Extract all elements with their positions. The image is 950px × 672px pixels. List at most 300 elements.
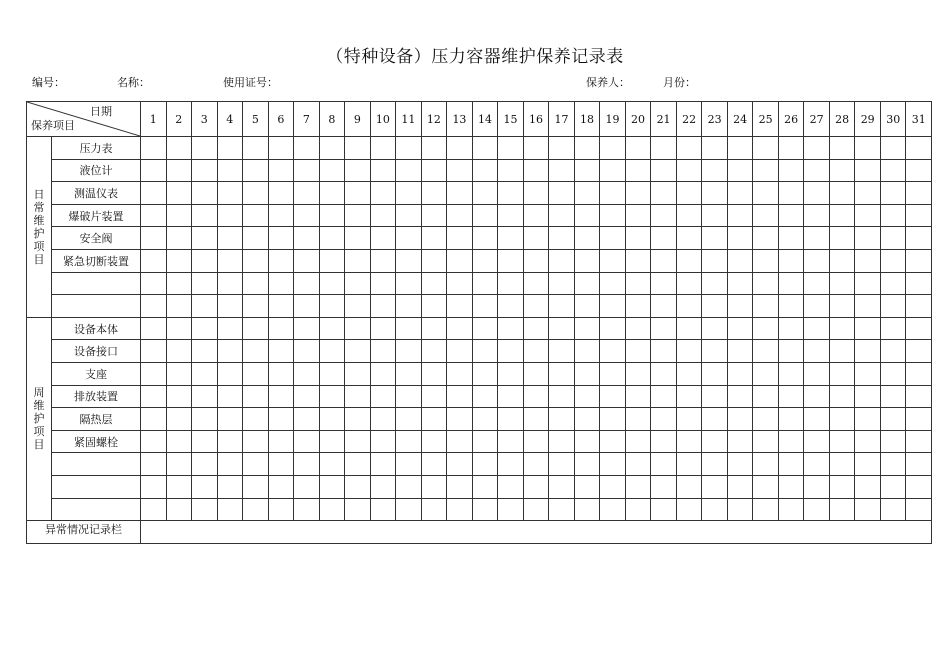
record-cell[interactable]: [753, 362, 779, 385]
record-cell[interactable]: [880, 137, 906, 160]
record-cell[interactable]: [166, 340, 192, 363]
record-cell[interactable]: [600, 317, 626, 340]
record-cell[interactable]: [702, 385, 728, 408]
record-cell[interactable]: [549, 204, 575, 227]
record-cell[interactable]: [829, 159, 855, 182]
record-cell[interactable]: [141, 362, 167, 385]
record-cell[interactable]: [753, 137, 779, 160]
record-cell[interactable]: [880, 295, 906, 318]
record-cell[interactable]: [217, 227, 243, 250]
record-cell[interactable]: [880, 340, 906, 363]
record-cell[interactable]: [192, 317, 218, 340]
record-cell[interactable]: [319, 317, 345, 340]
record-cell[interactable]: [447, 137, 473, 160]
record-cell[interactable]: [702, 137, 728, 160]
record-cell[interactable]: [472, 249, 498, 272]
record-cell[interactable]: [676, 498, 702, 521]
record-cell[interactable]: [549, 362, 575, 385]
record-cell[interactable]: [574, 430, 600, 453]
record-cell[interactable]: [141, 137, 167, 160]
record-cell[interactable]: [574, 385, 600, 408]
record-cell[interactable]: [141, 430, 167, 453]
record-cell[interactable]: [880, 182, 906, 205]
record-cell[interactable]: [855, 340, 881, 363]
record-cell[interactable]: [651, 362, 677, 385]
record-cell[interactable]: [574, 475, 600, 498]
record-cell[interactable]: [396, 498, 422, 521]
record-cell[interactable]: [370, 204, 396, 227]
record-cell[interactable]: [625, 385, 651, 408]
record-cell[interactable]: [447, 204, 473, 227]
record-cell[interactable]: [294, 475, 320, 498]
record-cell[interactable]: [141, 227, 167, 250]
record-cell[interactable]: [268, 272, 294, 295]
record-cell[interactable]: [778, 340, 804, 363]
record-cell[interactable]: [421, 204, 447, 227]
record-cell[interactable]: [294, 182, 320, 205]
record-cell[interactable]: [192, 498, 218, 521]
record-cell[interactable]: [829, 317, 855, 340]
record-cell[interactable]: [421, 182, 447, 205]
record-cell[interactable]: [498, 204, 524, 227]
record-cell[interactable]: [906, 249, 932, 272]
record-cell[interactable]: [855, 182, 881, 205]
record-cell[interactable]: [523, 227, 549, 250]
record-cell[interactable]: [421, 295, 447, 318]
record-cell[interactable]: [625, 182, 651, 205]
record-cell[interactable]: [778, 408, 804, 431]
record-cell[interactable]: [396, 227, 422, 250]
record-cell[interactable]: [396, 137, 422, 160]
record-cell[interactable]: [523, 498, 549, 521]
record-cell[interactable]: [319, 453, 345, 476]
record-cell[interactable]: [192, 453, 218, 476]
record-cell[interactable]: [574, 204, 600, 227]
record-cell[interactable]: [472, 204, 498, 227]
record-cell[interactable]: [702, 295, 728, 318]
record-cell[interactable]: [217, 408, 243, 431]
record-cell[interactable]: [498, 295, 524, 318]
record-cell[interactable]: [294, 340, 320, 363]
record-cell[interactable]: [625, 498, 651, 521]
record-cell[interactable]: [268, 408, 294, 431]
record-cell[interactable]: [498, 340, 524, 363]
record-cell[interactable]: [676, 159, 702, 182]
record-cell[interactable]: [549, 227, 575, 250]
record-cell[interactable]: [472, 408, 498, 431]
record-cell[interactable]: [141, 385, 167, 408]
record-cell[interactable]: [243, 385, 269, 408]
record-cell[interactable]: [166, 249, 192, 272]
record-cell[interactable]: [880, 408, 906, 431]
record-cell[interactable]: [396, 408, 422, 431]
record-cell[interactable]: [192, 182, 218, 205]
record-cell[interactable]: [651, 498, 677, 521]
record-cell[interactable]: [370, 498, 396, 521]
record-cell[interactable]: [753, 385, 779, 408]
record-cell[interactable]: [294, 137, 320, 160]
record-cell[interactable]: [600, 295, 626, 318]
record-cell[interactable]: [600, 249, 626, 272]
record-cell[interactable]: [880, 204, 906, 227]
record-cell[interactable]: [523, 362, 549, 385]
record-cell[interactable]: [421, 453, 447, 476]
record-cell[interactable]: [345, 249, 371, 272]
record-cell[interactable]: [880, 475, 906, 498]
record-cell[interactable]: [498, 272, 524, 295]
record-cell[interactable]: [600, 408, 626, 431]
record-cell[interactable]: [829, 295, 855, 318]
record-cell[interactable]: [472, 430, 498, 453]
record-cell[interactable]: [268, 227, 294, 250]
record-cell[interactable]: [192, 362, 218, 385]
record-cell[interactable]: [804, 272, 830, 295]
record-cell[interactable]: [268, 317, 294, 340]
record-cell[interactable]: [319, 430, 345, 453]
record-cell[interactable]: [855, 227, 881, 250]
record-cell[interactable]: [421, 362, 447, 385]
record-cell[interactable]: [855, 385, 881, 408]
record-cell[interactable]: [727, 317, 753, 340]
record-cell[interactable]: [243, 272, 269, 295]
record-cell[interactable]: [753, 272, 779, 295]
record-cell[interactable]: [472, 227, 498, 250]
record-cell[interactable]: [192, 204, 218, 227]
record-cell[interactable]: [753, 475, 779, 498]
record-cell[interactable]: [625, 272, 651, 295]
record-cell[interactable]: [243, 475, 269, 498]
record-cell[interactable]: [906, 385, 932, 408]
record-cell[interactable]: [472, 137, 498, 160]
record-cell[interactable]: [421, 385, 447, 408]
record-cell[interactable]: [268, 182, 294, 205]
record-cell[interactable]: [166, 317, 192, 340]
record-cell[interactable]: [370, 430, 396, 453]
record-cell[interactable]: [498, 159, 524, 182]
record-cell[interactable]: [192, 249, 218, 272]
record-cell[interactable]: [421, 340, 447, 363]
record-cell[interactable]: [447, 249, 473, 272]
record-cell[interactable]: [753, 317, 779, 340]
record-cell[interactable]: [345, 453, 371, 476]
record-cell[interactable]: [319, 340, 345, 363]
record-cell[interactable]: [804, 408, 830, 431]
record-cell[interactable]: [217, 159, 243, 182]
record-cell[interactable]: [523, 340, 549, 363]
record-cell[interactable]: [625, 317, 651, 340]
record-cell[interactable]: [268, 159, 294, 182]
record-cell[interactable]: [549, 182, 575, 205]
record-cell[interactable]: [472, 272, 498, 295]
record-cell[interactable]: [141, 295, 167, 318]
record-cell[interactable]: [574, 453, 600, 476]
record-cell[interactable]: [319, 475, 345, 498]
record-cell[interactable]: [906, 430, 932, 453]
record-cell[interactable]: [753, 204, 779, 227]
record-cell[interactable]: [778, 204, 804, 227]
record-cell[interactable]: [676, 408, 702, 431]
record-cell[interactable]: [676, 475, 702, 498]
record-cell[interactable]: [651, 385, 677, 408]
record-cell[interactable]: [753, 227, 779, 250]
record-cell[interactable]: [217, 475, 243, 498]
record-cell[interactable]: [727, 362, 753, 385]
record-cell[interactable]: [421, 159, 447, 182]
record-cell[interactable]: [829, 362, 855, 385]
record-cell[interactable]: [345, 204, 371, 227]
record-cell[interactable]: [880, 362, 906, 385]
record-cell[interactable]: [727, 340, 753, 363]
record-cell[interactable]: [370, 249, 396, 272]
record-cell[interactable]: [549, 385, 575, 408]
record-cell[interactable]: [498, 498, 524, 521]
record-cell[interactable]: [906, 317, 932, 340]
record-cell[interactable]: [370, 137, 396, 160]
record-cell[interactable]: [166, 408, 192, 431]
record-cell[interactable]: [600, 272, 626, 295]
record-cell[interactable]: [421, 408, 447, 431]
record-cell[interactable]: [625, 453, 651, 476]
record-cell[interactable]: [243, 340, 269, 363]
record-cell[interactable]: [727, 182, 753, 205]
record-cell[interactable]: [166, 430, 192, 453]
record-cell[interactable]: [753, 159, 779, 182]
record-cell[interactable]: [855, 453, 881, 476]
record-cell[interactable]: [753, 182, 779, 205]
record-cell[interactable]: [778, 317, 804, 340]
record-cell[interactable]: [574, 362, 600, 385]
record-cell[interactable]: [523, 295, 549, 318]
record-cell[interactable]: [447, 498, 473, 521]
record-cell[interactable]: [727, 272, 753, 295]
record-cell[interactable]: [727, 453, 753, 476]
record-cell[interactable]: [855, 362, 881, 385]
record-cell[interactable]: [804, 159, 830, 182]
record-cell[interactable]: [702, 453, 728, 476]
record-cell[interactable]: [651, 249, 677, 272]
record-cell[interactable]: [778, 227, 804, 250]
record-cell[interactable]: [880, 385, 906, 408]
record-cell[interactable]: [217, 317, 243, 340]
record-cell[interactable]: [829, 249, 855, 272]
record-cell[interactable]: [523, 159, 549, 182]
record-cell[interactable]: [141, 159, 167, 182]
record-cell[interactable]: [574, 498, 600, 521]
record-cell[interactable]: [778, 475, 804, 498]
record-cell[interactable]: [651, 159, 677, 182]
record-cell[interactable]: [166, 159, 192, 182]
record-cell[interactable]: [498, 362, 524, 385]
record-cell[interactable]: [523, 182, 549, 205]
record-cell[interactable]: [294, 408, 320, 431]
record-cell[interactable]: [855, 317, 881, 340]
record-cell[interactable]: [829, 272, 855, 295]
record-cell[interactable]: [651, 340, 677, 363]
record-cell[interactable]: [600, 362, 626, 385]
record-cell[interactable]: [498, 453, 524, 476]
record-cell[interactable]: [778, 430, 804, 453]
record-cell[interactable]: [778, 295, 804, 318]
record-cell[interactable]: [498, 137, 524, 160]
record-cell[interactable]: [600, 430, 626, 453]
record-cell[interactable]: [880, 430, 906, 453]
record-cell[interactable]: [243, 295, 269, 318]
record-cell[interactable]: [778, 498, 804, 521]
record-cell[interactable]: [676, 385, 702, 408]
record-cell[interactable]: [702, 340, 728, 363]
record-cell[interactable]: [880, 453, 906, 476]
record-cell[interactable]: [574, 408, 600, 431]
record-cell[interactable]: [600, 227, 626, 250]
record-cell[interactable]: [294, 204, 320, 227]
record-cell[interactable]: [600, 159, 626, 182]
record-cell[interactable]: [702, 159, 728, 182]
record-cell[interactable]: [676, 430, 702, 453]
record-cell[interactable]: [702, 430, 728, 453]
record-cell[interactable]: [829, 227, 855, 250]
record-cell[interactable]: [243, 159, 269, 182]
record-cell[interactable]: [829, 340, 855, 363]
record-cell[interactable]: [294, 227, 320, 250]
record-cell[interactable]: [141, 317, 167, 340]
record-cell[interactable]: [855, 159, 881, 182]
record-cell[interactable]: [345, 227, 371, 250]
record-cell[interactable]: [727, 159, 753, 182]
record-cell[interactable]: [523, 453, 549, 476]
record-cell[interactable]: [855, 137, 881, 160]
record-cell[interactable]: [778, 272, 804, 295]
record-cell[interactable]: [243, 137, 269, 160]
record-cell[interactable]: [676, 182, 702, 205]
record-cell[interactable]: [523, 385, 549, 408]
record-cell[interactable]: [625, 475, 651, 498]
record-cell[interactable]: [855, 430, 881, 453]
record-cell[interactable]: [778, 453, 804, 476]
record-cell[interactable]: [166, 204, 192, 227]
record-cell[interactable]: [447, 272, 473, 295]
record-cell[interactable]: [651, 475, 677, 498]
record-cell[interactable]: [421, 249, 447, 272]
record-cell[interactable]: [370, 295, 396, 318]
record-cell[interactable]: [192, 475, 218, 498]
record-cell[interactable]: [421, 272, 447, 295]
record-cell[interactable]: [702, 182, 728, 205]
record-cell[interactable]: [396, 182, 422, 205]
record-cell[interactable]: [906, 340, 932, 363]
record-cell[interactable]: [600, 340, 626, 363]
record-cell[interactable]: [829, 204, 855, 227]
record-cell[interactable]: [523, 317, 549, 340]
record-cell[interactable]: [345, 475, 371, 498]
record-cell[interactable]: [319, 159, 345, 182]
record-cell[interactable]: [268, 453, 294, 476]
record-cell[interactable]: [676, 204, 702, 227]
record-cell[interactable]: [804, 475, 830, 498]
record-cell[interactable]: [243, 204, 269, 227]
record-cell[interactable]: [217, 249, 243, 272]
record-cell[interactable]: [447, 408, 473, 431]
record-cell[interactable]: [676, 137, 702, 160]
record-cell[interactable]: [498, 227, 524, 250]
record-cell[interactable]: [906, 227, 932, 250]
record-cell[interactable]: [294, 430, 320, 453]
record-cell[interactable]: [396, 453, 422, 476]
record-cell[interactable]: [727, 249, 753, 272]
record-cell[interactable]: [396, 295, 422, 318]
record-cell[interactable]: [753, 430, 779, 453]
record-cell[interactable]: [906, 408, 932, 431]
record-cell[interactable]: [855, 249, 881, 272]
record-cell[interactable]: [472, 385, 498, 408]
record-cell[interactable]: [829, 498, 855, 521]
record-cell[interactable]: [855, 498, 881, 521]
record-cell[interactable]: [243, 453, 269, 476]
record-cell[interactable]: [523, 137, 549, 160]
record-cell[interactable]: [396, 362, 422, 385]
record-cell[interactable]: [855, 475, 881, 498]
record-cell[interactable]: [166, 362, 192, 385]
record-cell[interactable]: [574, 159, 600, 182]
record-cell[interactable]: [778, 137, 804, 160]
record-cell[interactable]: [702, 362, 728, 385]
record-cell[interactable]: [523, 249, 549, 272]
record-cell[interactable]: [421, 498, 447, 521]
record-cell[interactable]: [217, 453, 243, 476]
record-cell[interactable]: [243, 182, 269, 205]
record-cell[interactable]: [243, 430, 269, 453]
record-cell[interactable]: [855, 204, 881, 227]
record-cell[interactable]: [498, 430, 524, 453]
record-cell[interactable]: [370, 453, 396, 476]
record-cell[interactable]: [319, 137, 345, 160]
record-cell[interactable]: [370, 408, 396, 431]
record-cell[interactable]: [319, 408, 345, 431]
record-cell[interactable]: [549, 498, 575, 521]
record-cell[interactable]: [829, 385, 855, 408]
record-cell[interactable]: [574, 295, 600, 318]
record-cell[interactable]: [192, 295, 218, 318]
record-cell[interactable]: [294, 317, 320, 340]
record-cell[interactable]: [166, 295, 192, 318]
record-cell[interactable]: [778, 362, 804, 385]
record-cell[interactable]: [804, 137, 830, 160]
record-cell[interactable]: [523, 408, 549, 431]
record-cell[interactable]: [217, 430, 243, 453]
record-cell[interactable]: [804, 204, 830, 227]
record-cell[interactable]: [370, 340, 396, 363]
record-cell[interactable]: [727, 204, 753, 227]
record-cell[interactable]: [778, 182, 804, 205]
record-cell[interactable]: [523, 430, 549, 453]
record-cell[interactable]: [319, 249, 345, 272]
record-cell[interactable]: [651, 430, 677, 453]
record-cell[interactable]: [472, 340, 498, 363]
record-cell[interactable]: [396, 385, 422, 408]
record-cell[interactable]: [753, 408, 779, 431]
record-cell[interactable]: [472, 362, 498, 385]
record-cell[interactable]: [906, 204, 932, 227]
record-cell[interactable]: [472, 475, 498, 498]
record-cell[interactable]: [141, 340, 167, 363]
record-cell[interactable]: [600, 182, 626, 205]
record-cell[interactable]: [141, 272, 167, 295]
record-cell[interactable]: [625, 249, 651, 272]
record-cell[interactable]: [217, 204, 243, 227]
record-cell[interactable]: [166, 137, 192, 160]
record-cell[interactable]: [600, 385, 626, 408]
record-cell[interactable]: [829, 408, 855, 431]
record-cell[interactable]: [294, 362, 320, 385]
